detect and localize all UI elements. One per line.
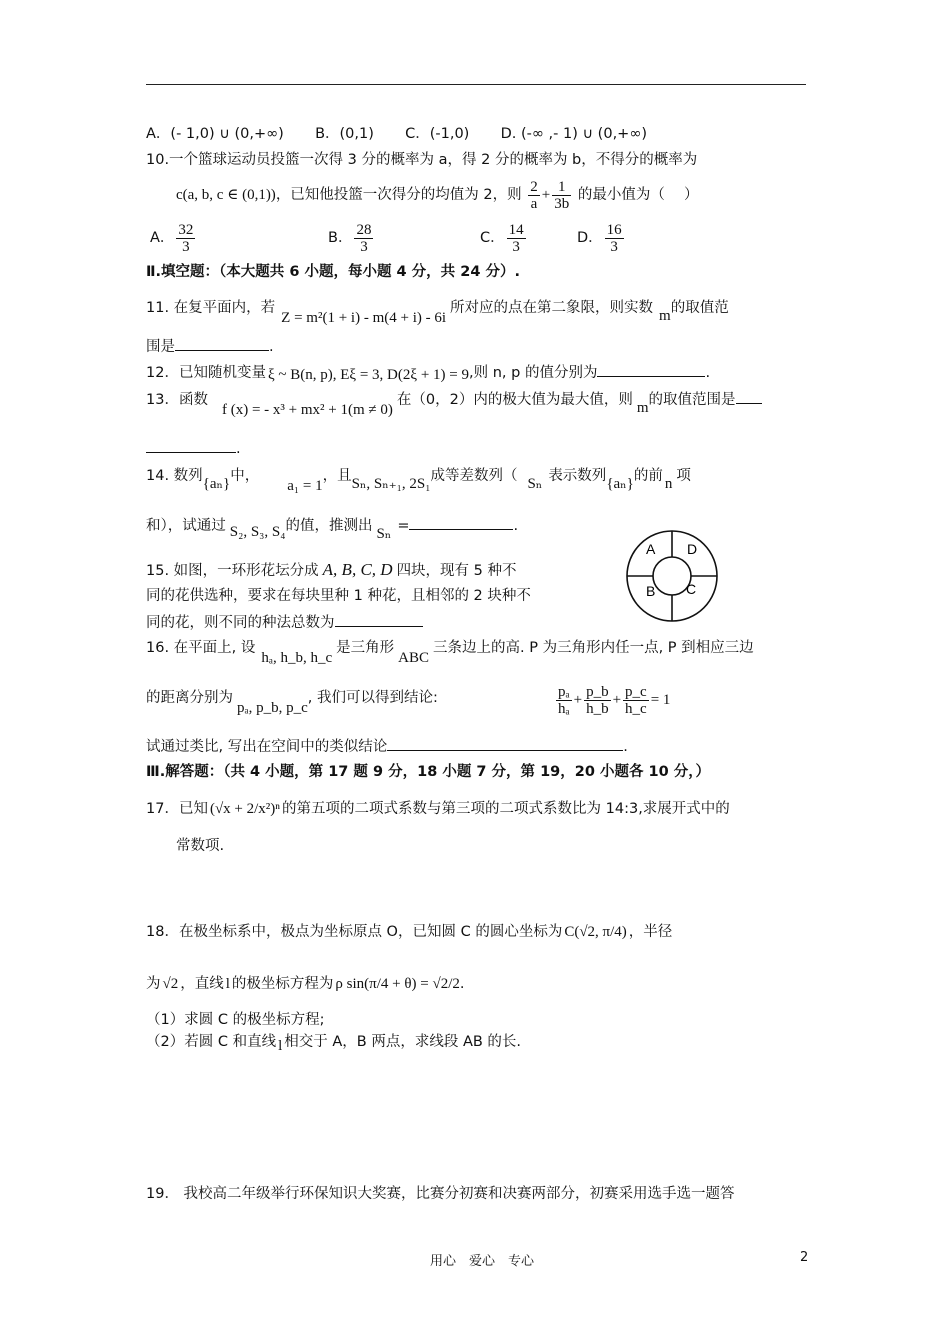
q18-line-l: l [225,976,230,992]
q15-line1: 15. 如图，一环形花坛分成 A, B, C, D 四块，现有 5 种不 [146,560,517,579]
q16-distances: pₐ, p_b, p_c [237,700,308,716]
q10-fraction-1: $\frac{2}{a}$ [530,178,538,212]
q18-sub1: （1）求圆 C 的极坐标方程; [146,1012,325,1028]
q10-option-d: D． $\frac{16}{3}$ [577,221,622,255]
q10-plus: + [541,187,551,203]
section-2-heading: Ⅱ.填空题：（本大题共 6 小题，每小题 4 分，共 24 分）. [146,264,520,280]
q13-answer-blank-2[interactable] [146,438,236,453]
q18-line2: 为 √2 ，直线 l 的极坐标方程为 ρ sin(π/4 + θ) = √2/2. [146,976,465,992]
q18-radius: √2 [162,976,179,992]
q18-center: C(√2, π/4) [564,924,627,940]
q18-line1: 18．在极坐标系中，极点为坐标原点 O，已知圆 C 的圆心坐标为 C(√2, π/4) ，半径 [146,924,673,940]
q11-var: m [659,308,671,324]
q16-frac-b: $\frac{p\_b}{h\_b}$ [586,683,609,717]
region-label-c: C [686,581,697,597]
region-label-a: A [646,541,656,557]
q13-answer-blank-1[interactable] [736,389,762,404]
q19-line1: 19． 我校高二年级举行环保知识大奖赛，比赛分初赛和决赛两部分，初赛采用选手选一题答 [146,1186,735,1202]
page-number: 2 [800,1250,809,1265]
q14-s234: S₂, S₃, S₄ [229,524,286,540]
q15-line2: 同的花供选种，要求在每块里种 1 种花，且相邻的 2 块种不 [146,588,531,604]
q16-line3: 试通过类比, 写出在空间中的类似结论 . [146,736,628,757]
q14-sn: Sₙ [527,476,543,492]
q10-line2-mid: ，已知他投篮一次得分的均值为 2，则 [275,187,522,203]
q14-terms: Sₙ, Sₙ₊₁, 2S₁ [351,476,431,492]
q13-line1: 13．函数f (x) = - x³ + mx² + 1(m ≠ 0)在（0，2）内的极大值为最大值，则 m的取值范围是 [146,388,762,412]
section-3-heading: Ⅲ.解答题：（共 4 小题，第 17 题 9 分，18 小题 7 分，第 19，20 小题各 10 分，） [146,764,710,780]
q9-options [146,124,647,144]
q17-line2: 常数项. [176,838,225,854]
q11-answer-blank[interactable] [175,336,269,351]
footer-motto: 用心 爱心 专心 [430,1253,535,1268]
q15-answer-blank[interactable] [335,612,423,627]
q14-n: n [664,476,673,492]
q15-line3: 同的花，则不同的种法总数为 [146,612,423,633]
q10-option-c: C． $\frac{14}{3}$ [480,221,524,255]
q17-line1: 17．已知 (√x + 2/x²)ⁿ 的第五项的二项式系数与第三项的二项式系数比为 14:3,求展开式中的 [146,801,730,817]
q14-line2: 和），试通过 S₂, S₃, S₄的值，推测出 Sₙ = . [146,514,518,538]
q9-option-d: D. (-∞ ,- 1) ∪ (0,+∞) [500,126,648,142]
q10-line1: 10.一个篮球运动员投篮一次得 3 分的概率为 a，得 2 分的概率为 b，不得分的概率为 [146,152,698,168]
q10-line2-end: 的最小值为（ ） [577,187,699,203]
q13-expression: f (x) = - x³ + mx² + 1(m ≠ 0) [221,402,393,418]
q18-polar-equation: ρ sin(π/4 + θ) = √2/2 [335,976,460,992]
q13-line2: . [146,438,241,459]
q10-condition: c(a, b, c ∈ (0,1)) [176,187,276,203]
q14-a1: a₁ = 1 [287,478,323,494]
region-label-d: D [687,541,698,557]
q14-seq2: {aₙ} [606,476,634,492]
q9-option-c: C．(-1,0) [405,126,470,142]
q10-fraction-2: $\frac{1}{3b}$ [554,178,570,212]
q16-frac-a: $\frac{\text{pₐ}}{\text{hₐ}}$ [558,683,570,717]
q16-abc: ABC [398,650,429,666]
q13-var: m [636,400,649,416]
q14-seq: {aₙ} [202,476,231,492]
q12-answer-blank[interactable] [597,362,705,377]
q17-expression: (√x + 2/x²)ⁿ [209,801,281,817]
q16-frac-c: $\frac{p\_c}{h\_c}$ [625,683,647,717]
ring-flowerbed-diagram [624,528,720,624]
q10-option-a: A． $\frac{32}{3}$ [150,221,194,255]
q11-expression: Z = m²(1 + i) - m(4 + i) - 6i [281,310,447,326]
q11-line1: 11. 在复平面内，若Z = m²(1 + i) - m(4 + i) - 6i所对应的点在第二象限，则实数 m的取值范 [146,300,729,326]
q16-heights: hₐ, h_b, h_c [261,650,333,666]
q9-option-a: A．(- 1,0) ∪ (0,+∞) [146,126,284,142]
header-rule [146,84,806,85]
q10-option-b: B． $\frac{28}{3}$ [328,221,372,255]
q16-line2: 的距离分别为pₐ, p_b, p_c, 我们可以得到结论: [146,690,438,716]
q14-line1: 14. 数列{aₙ}中，a₁ = 1，且Sₙ, Sₙ₊₁, 2S₁成等差数列（ Sₙ 表示数列{aₙ}的前 n 项 [146,468,691,494]
q16-line1: 16. 在平面上, 设hₐ, h_b, h_c是三角形ABC三条边上的高. P 为三角形内任一点, P 到相应三边 [146,640,754,666]
q18-sub2: （2）若圆 C 和直线 l 相交于 A，B 两点，求线段 AB 的长. [146,1034,522,1054]
q15-regions: A, B, C, D [322,560,393,579]
q11-line2: 围是 . [146,336,274,357]
q14-sn2: Sₙ [376,526,392,542]
q10-line2 [176,178,698,212]
q12-line: 12．已知随机变量 ξ ~ B(n, p), Eξ = 3, D(2ξ + 1) = 9,则 n, p 的值分别为 . [146,362,710,383]
q14-answer-blank[interactable] [409,515,513,530]
q9-option-b: B．(0,1) [315,126,374,142]
q16-formula: $\frac{\text{pₐ}}{\text{hₐ}}$ + $\frac{p\_b}{h\_b}$ + $\frac{p\_c}{h\_c}$ = 1 [558,683,671,717]
region-label-b: B [646,583,656,599]
q12-expression: ξ ~ B(n, p), Eξ = 3, D(2ξ + 1) = 9 [267,367,469,383]
q16-answer-blank[interactable] [387,736,623,751]
